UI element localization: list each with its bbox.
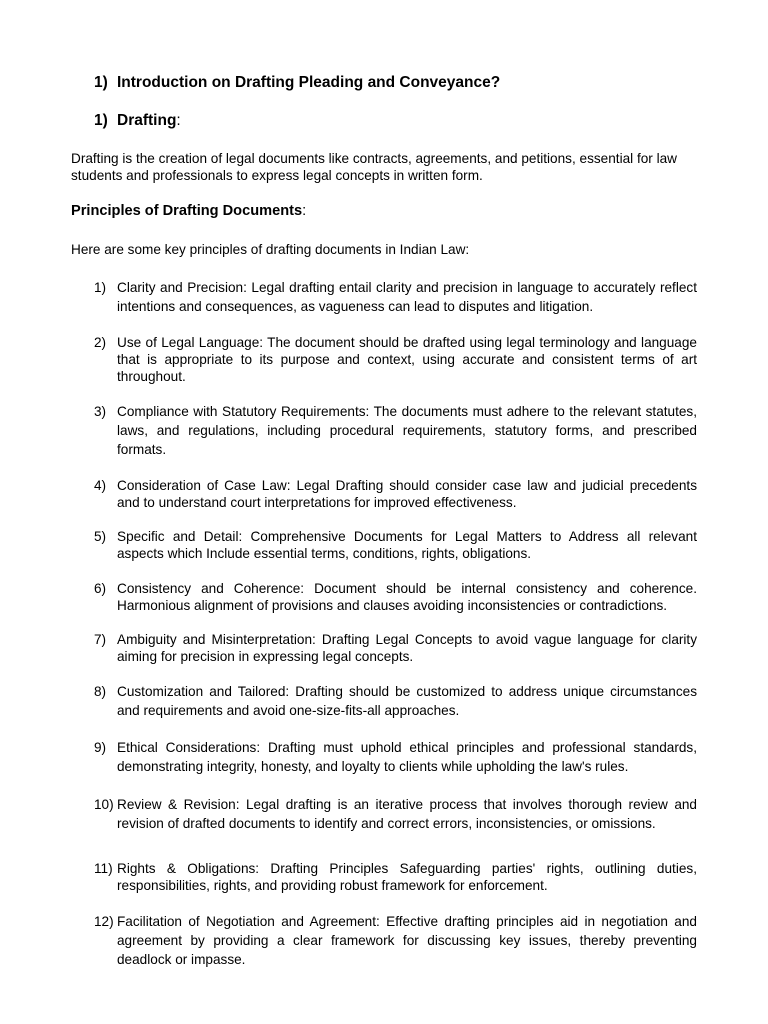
principles-heading-text: Principles of Drafting Documents	[71, 203, 303, 219]
principle-item	[94, 682, 697, 720]
principle-text: Consideration of Case Law: Legal Drafting should consider case law and judicial precedents and to understand court interpretations for improved effectiveness.	[117, 478, 697, 510]
principle-number: 2)	[94, 335, 107, 350]
principle-number: 6)	[94, 581, 107, 596]
principle-text: Use of Legal Language: The document should be drafted using legal terminology and language that is appropriate to its purpose and context, using accurate and consistent terms of art throughout.	[117, 335, 697, 384]
principle-text: Specific and Detail: Comprehensive Documents for Legal Matters to Address all relevant aspects which Include essential terms, conditions, rights, obligations.	[117, 529, 697, 561]
section-heading	[94, 112, 181, 130]
principle-number: 11)	[94, 861, 113, 876]
principle-text: Consistency and Coherence: Document should be internal consistency and coherence. Harmonious alignment of provisions and clauses avoiding inconsistencies or contradictions.	[117, 581, 697, 613]
principle-number: 3)	[94, 404, 107, 419]
principle-text: Review & Revision: Legal drafting is an iterative process that involves thorough review and revision of drafted documents to identify and correct errors, inconsistencies, or omissions.	[117, 797, 697, 831]
principle-number: 1)	[94, 280, 107, 295]
intro-paragraph: Drafting is the creation of legal documents like contracts, agreements, and petitions, essential for law students and professionals to express legal concepts in written form.	[71, 151, 677, 183]
principle-number: 5)	[94, 529, 107, 544]
principle-number: 8)	[94, 684, 107, 699]
principle-item	[94, 738, 697, 776]
document-title	[94, 74, 500, 92]
section-number: 1)	[94, 112, 108, 129]
principle-number: 4)	[94, 478, 107, 493]
principle-item	[94, 912, 697, 969]
principle-item	[94, 631, 697, 665]
principle-text: Customization and Tailored: Drafting should be customized to address unique circumstances and requirements and avoid one-size-fits-all approaches.	[117, 684, 697, 718]
principle-item	[94, 278, 697, 316]
principle-item	[94, 477, 697, 511]
principle-item	[94, 402, 697, 459]
title-number: 1)	[94, 74, 108, 91]
principles-heading	[71, 203, 306, 219]
principle-item	[94, 795, 697, 833]
principle-item	[94, 580, 697, 614]
principles-heading-colon: :	[302, 203, 307, 219]
section-title: Drafting	[117, 112, 177, 129]
principle-number: 10)	[94, 797, 114, 812]
principle-text: Rights & Obligations: Drafting Principles Safeguarding parties' rights, outlining duties, responsibilities, rights, and providing robust framework for enforcement.	[117, 861, 697, 893]
principle-number: 9)	[94, 740, 107, 755]
principles-intro: Here are some key principles of drafting documents in Indian Law:	[71, 242, 470, 257]
principle-item	[94, 860, 697, 894]
principle-text: Ethical Considerations: Drafting must uphold ethical principles and professional standards, demonstrating integrity, honesty, and loyalty to clients while upholding the law's rules.	[117, 740, 697, 774]
principle-text: Facilitation of Negotiation and Agreement: Effective drafting principles aid in negotiation and agreement by providing a clear framework for discussing key issues, thereby preventing deadlock or impasse.	[117, 914, 697, 967]
principle-number: 7)	[94, 632, 107, 647]
principle-text: Compliance with Statutory Requirements: The documents must adhere to the relevant statutes, laws, and regulations, including procedural requirements, statutory forms, and prescribed formats.	[117, 404, 697, 457]
principle-text: Ambiguity and Misinterpretation: Drafting Legal Concepts to avoid vague language for clarity aiming for precision in expressing legal concepts.	[117, 632, 697, 664]
section-colon: :	[176, 112, 181, 129]
principle-item	[94, 334, 697, 385]
principle-item	[94, 528, 697, 562]
title-text: Introduction on Drafting Pleading and Conveyance?	[117, 74, 501, 91]
principle-number: 12)	[94, 914, 114, 929]
principle-text: Clarity and Precision: Legal drafting entail clarity and precision in language to accurately reflect intentions and consequences, as vagueness can lead to disputes and litigation.	[117, 280, 697, 314]
